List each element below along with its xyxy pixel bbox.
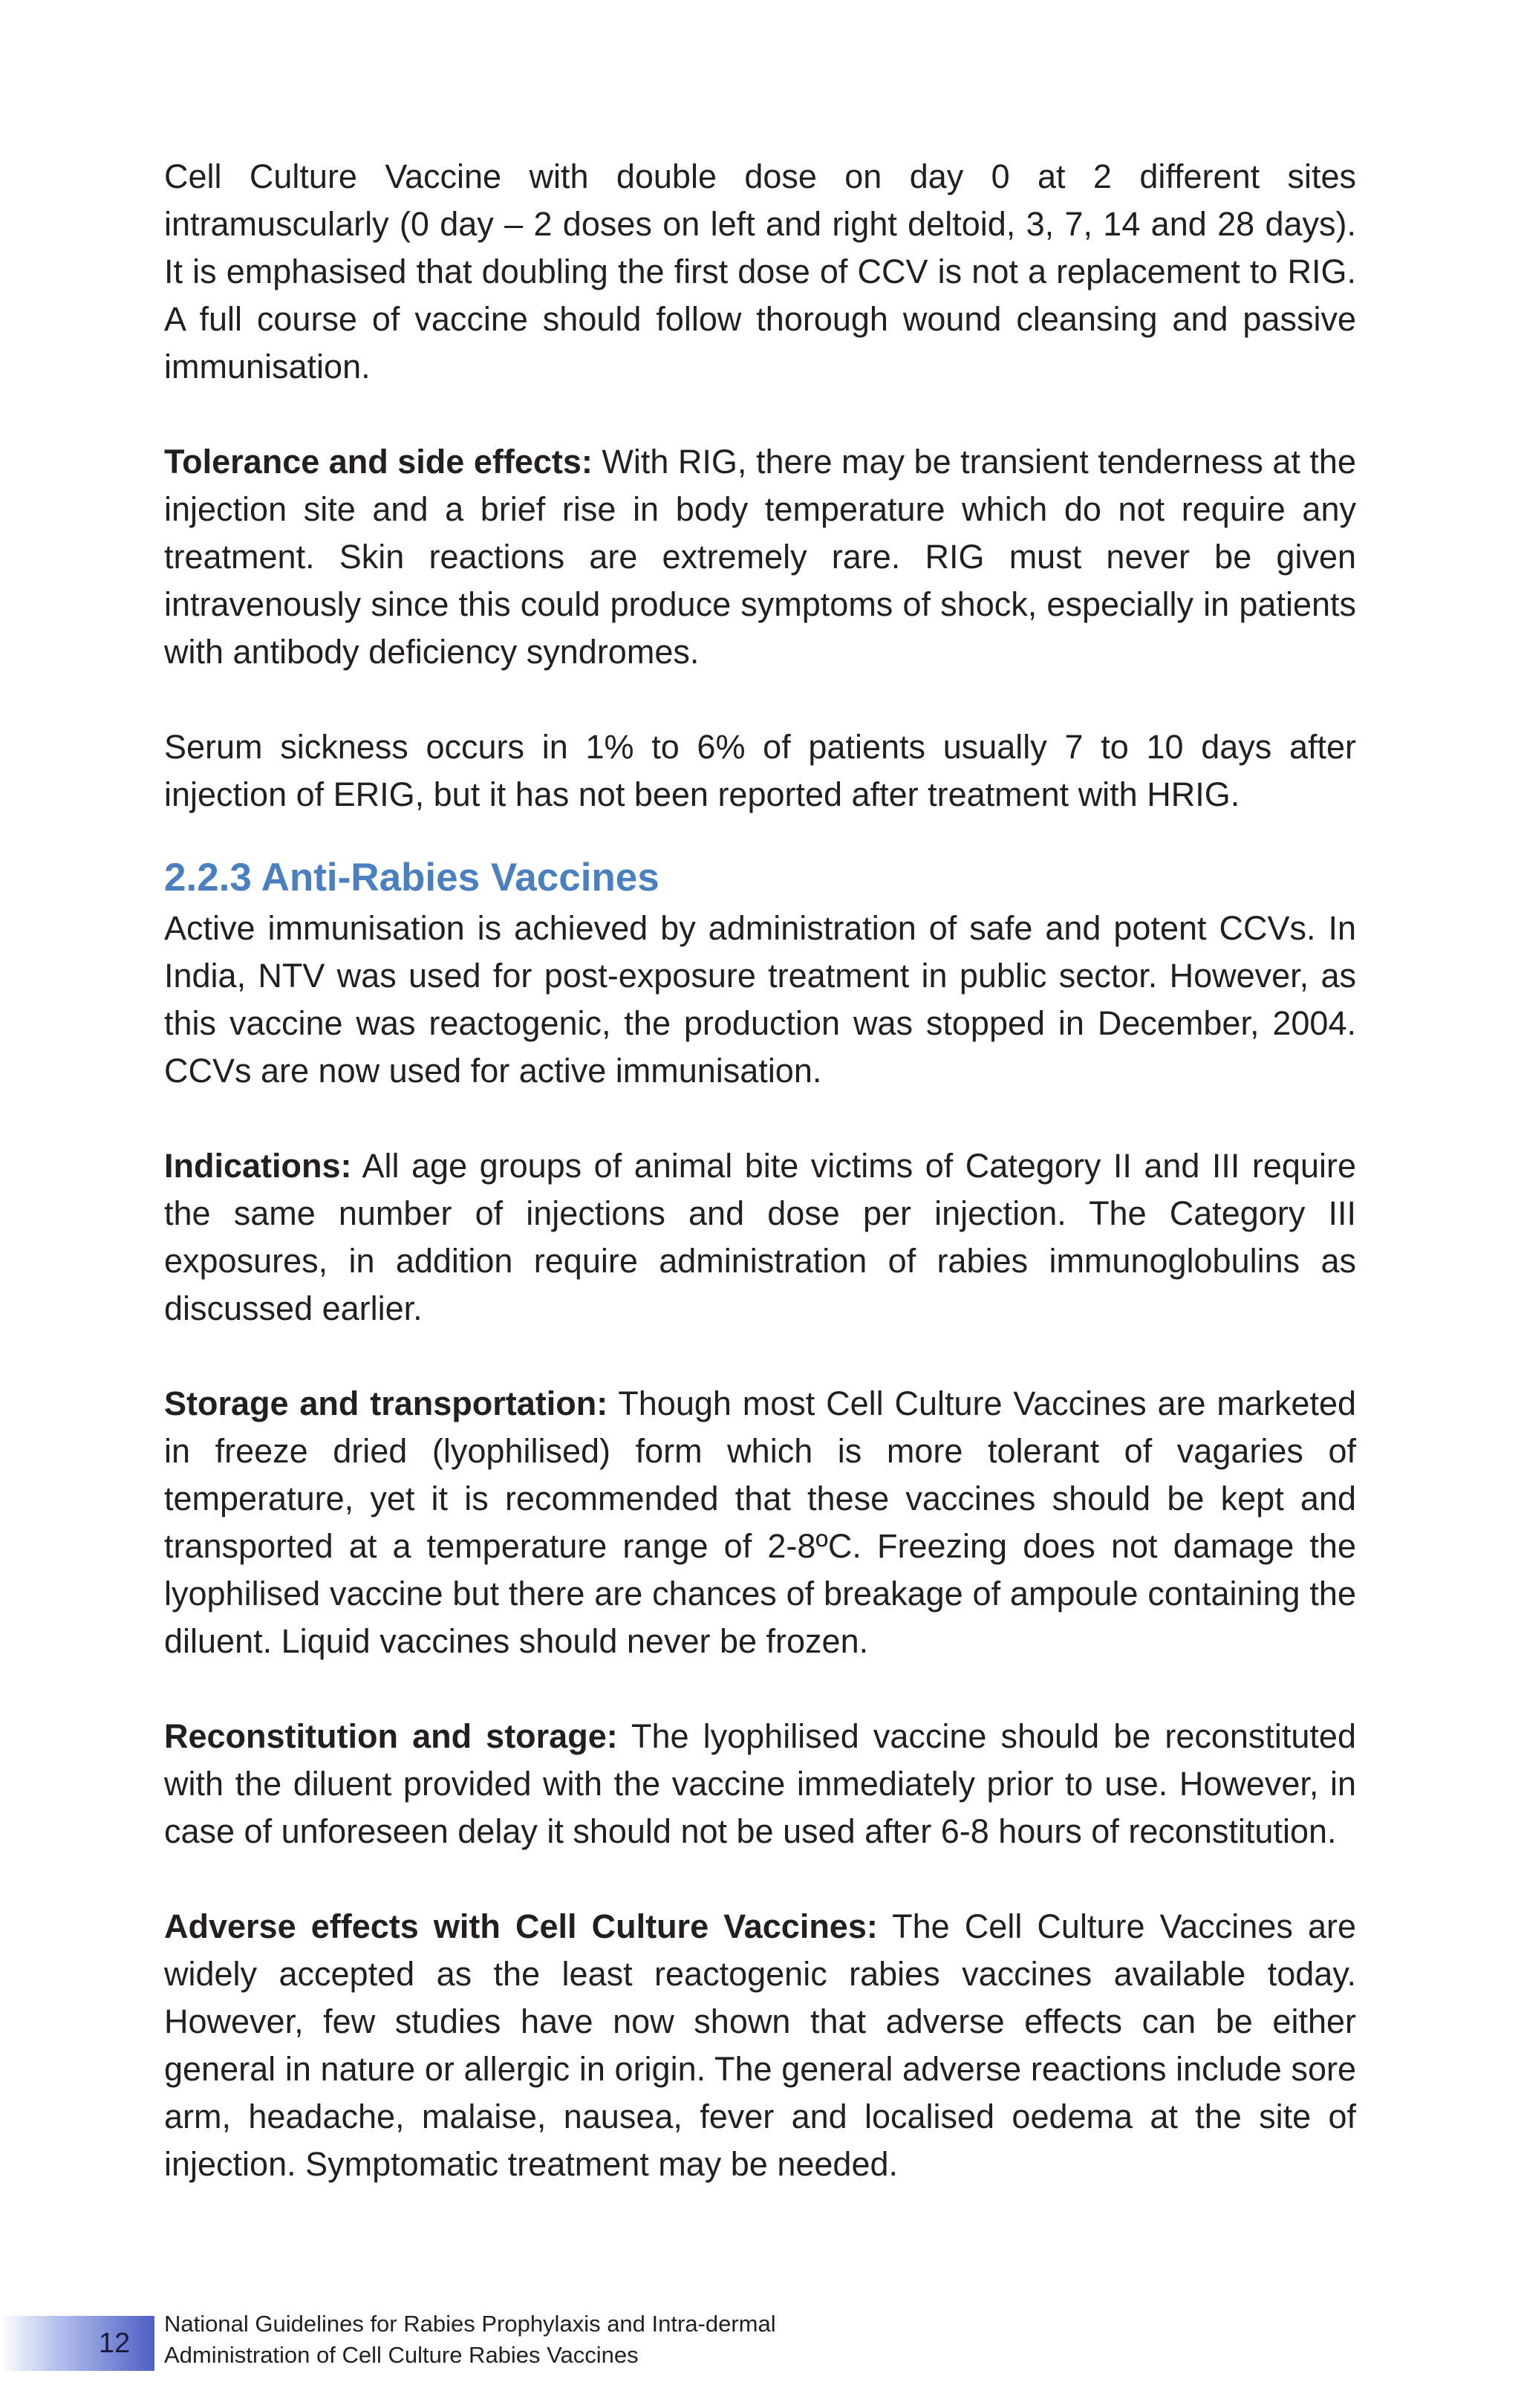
- page-number: 12: [98, 2328, 131, 2359]
- reconstitution-label: Reconstitution and storage:: [164, 1717, 618, 1755]
- footer-title-line-1: National Guidelines for Rabies Prophylaxis and Intra-dermal: [164, 2311, 776, 2337]
- storage-text: Though most Cell Culture Vaccines are marketed in freeze dried (lyophilised) form which is more tolerant of vagaries of temperature, yet it is recommended that these vaccines should be kept and transported at a temperature range of 2-8ºC. Freezing does not damage the lyophilised vaccine but there are chances of breakage of ampoule containing the diluent. Liquid vaccines should never be frozen.: [164, 1384, 1357, 1660]
- section-heading: 2.2.3 Anti-Rabies Vaccines: [164, 856, 659, 899]
- paragraph-tolerance: [164, 438, 1356, 676]
- footer-document-title: [164, 2308, 776, 2371]
- paragraph-adverse-effects: [164, 1903, 1356, 2188]
- adverse-text: The Cell Culture Vaccines are widely accepted as the least reactogenic rabies vaccines available today. However, few studies have now shown that adverse effects can be either general in nature or allergic in origin. The general adverse reactions include sore arm, headache, malaise, nausea, fever and localised oedema at the site of injection. Symptomatic treatment may be needed.: [164, 1907, 1356, 2183]
- indications-label: Indications:: [164, 1147, 352, 1185]
- tolerance-text: With RIG, there may be transient tenderness at the injection site and a brief rise in body temperature which do not require any treatment. Skin reactions are extremely rare. RIG must never be given intravenously since this could produce symptoms of shock, especially in patients with antibody deficiency syndromes.: [164, 443, 1356, 671]
- paragraph-reconstitution: [164, 1713, 1356, 1855]
- indications-text: All age groups of animal bite victims of Category II and III require the same number of injections and dose per injection. The Category III exposures, in addition require administration of rabies immunoglobulins as discussed earlier.: [164, 1147, 1356, 1327]
- paragraph-indications: [164, 1142, 1356, 1332]
- footer-title-line-2: Administration of Cell Culture Rabies Vaccines: [164, 2342, 639, 2368]
- paragraph-active-immunisation: Active immunisation is achieved by administration of safe and potent CCVs. In India, NTV was used for post-exposure treatment in public sector. However, as this vaccine was reactogenic, the production was stopped in December, 2004. CCVs are now used for active immunisation.: [164, 909, 1356, 1090]
- storage-label: Storage and transportation:: [164, 1384, 608, 1422]
- paragraph-storage: [164, 1380, 1356, 1665]
- reconstitution-text: The lyophilised vaccine should be reconstituted with the diluent provided with the vaccine immediately prior to use. However, in case of unforeseen delay it should not be used after 6-8 hours of reconstitution.: [164, 1717, 1356, 1850]
- page-content: [164, 153, 1356, 2236]
- tolerance-label: Tolerance and side effects:: [164, 443, 593, 481]
- paragraph-serum-sickness: Serum sickness occurs in 1% to 6% of patients usually 7 to 10 days after injection of ERIG, but it has not been reported after treatment with HRIG.: [164, 728, 1356, 813]
- adverse-label: Adverse effects with Cell Culture Vaccines:: [164, 1907, 878, 1945]
- paragraph-ccv-dosing: Cell Culture Vaccine with double dose on day 0 at 2 different sites intramuscularly (0 day – 2 doses on left and right deltoid, 3, 7, 14 and 28 days). It is emphasised that doubling the first dose of CCV is not a replacement to RIG. A full course of vaccine should follow thorough wound cleansing and passive immunisation.: [164, 157, 1356, 385]
